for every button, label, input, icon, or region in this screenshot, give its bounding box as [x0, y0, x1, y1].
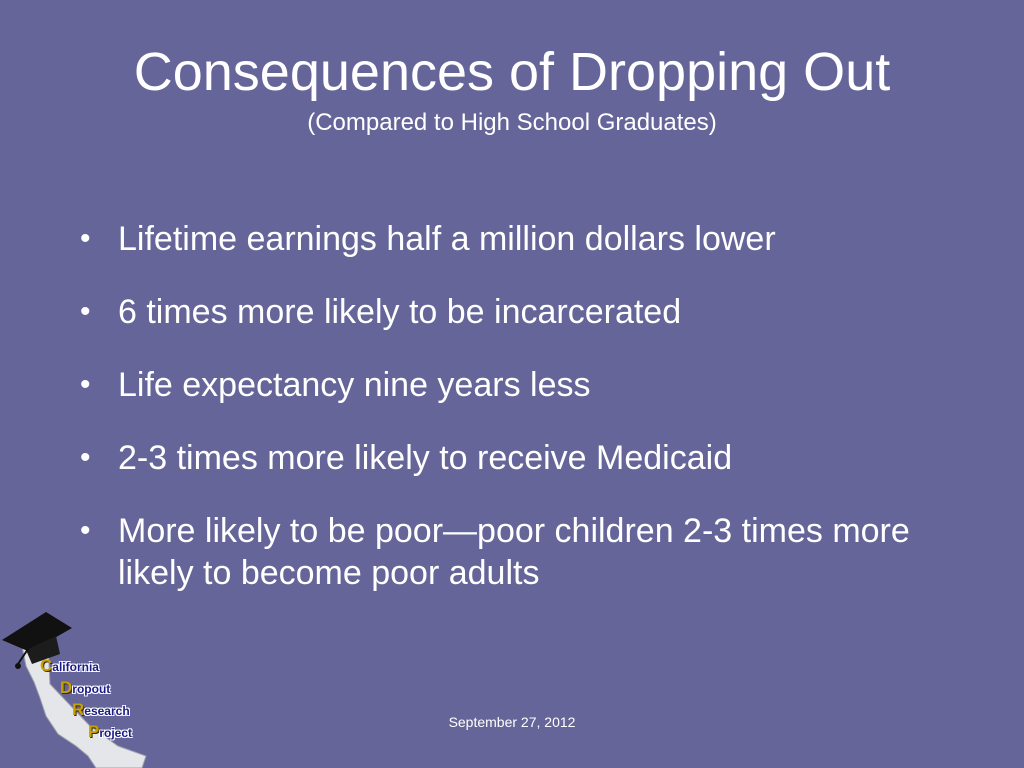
bullet-text: 6 times more likely to be incarcerated	[118, 293, 682, 331]
slide-title: Consequences of Dropping Out	[133, 42, 891, 102]
bullet-text: Lifetime earnings half a million dollars lower	[118, 220, 776, 258]
logo-line-california	[40, 656, 99, 676]
bullet-item	[76, 437, 976, 479]
logo-word: ropout	[72, 682, 111, 696]
slide-subtitle: (Compared to High School Graduates)	[307, 109, 717, 136]
bullet-icon: •	[80, 368, 91, 401]
logo-initial: D	[60, 678, 73, 697]
bullet-icon: •	[80, 441, 91, 474]
logo-word: roject	[99, 726, 133, 740]
logo-initial: R	[72, 700, 85, 719]
logo-line-project	[88, 722, 132, 742]
logo-word: alifornia	[52, 660, 99, 674]
logo-line-dropout	[60, 678, 110, 698]
logo-word: esearch	[84, 704, 130, 718]
bullet-item	[76, 218, 976, 260]
bullet-text: More likely to be poor—poor children 2-3 times more likely to become poor adults	[118, 512, 910, 592]
bullet-item	[76, 510, 976, 594]
bullet-text: 2-3 times more likely to receive Medicaid	[118, 439, 733, 477]
footer-date: September 27, 2012	[448, 714, 576, 730]
logo-line-research	[72, 700, 130, 720]
bullet-icon: •	[80, 514, 91, 547]
bullet-icon: •	[80, 222, 91, 255]
bullet-item	[76, 364, 976, 406]
logo-initial: P	[88, 722, 100, 741]
bullet-list	[76, 218, 976, 625]
bullet-text: Life expectancy nine years less	[118, 366, 591, 404]
logo-initial: C	[40, 656, 53, 675]
california-dropout-research-project-logo	[0, 606, 150, 768]
bullet-icon: •	[80, 295, 91, 328]
bullet-item	[76, 291, 976, 333]
